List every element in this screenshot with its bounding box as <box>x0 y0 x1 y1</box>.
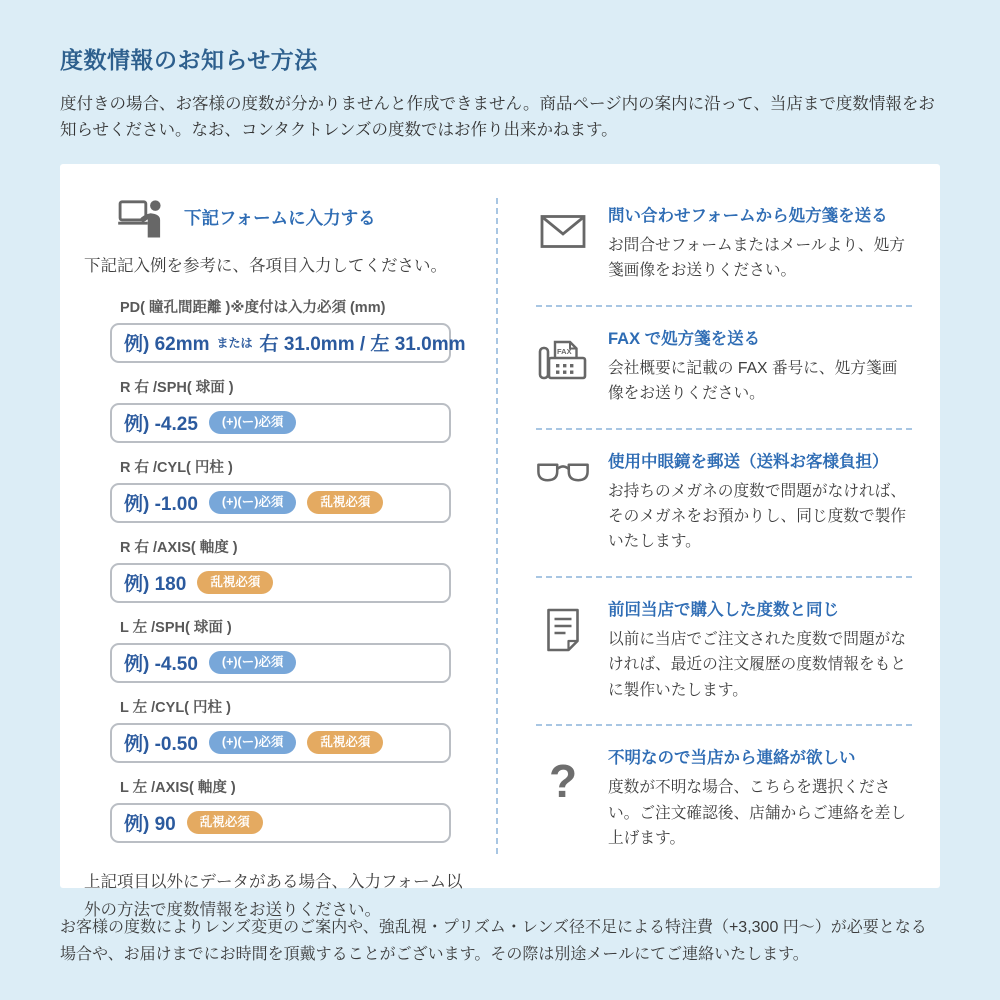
form-instruction: 下記記入例を参考に、各項目入力してください。 <box>84 256 447 275</box>
astigmatism-required-badge: 乱視必須 <box>307 491 383 514</box>
field-example-box <box>110 563 451 603</box>
method-title: 不明なので当店から連絡が欲しい <box>608 749 856 768</box>
field-example-value: 例) 62mm <box>124 334 210 356</box>
field-example-box <box>110 403 451 443</box>
field-example-value: 例) 180 <box>124 574 187 596</box>
question-mark-icon <box>536 744 590 851</box>
form-field-l-sph <box>110 616 451 683</box>
astigmatism-required-badge: 乱視必須 <box>187 811 263 834</box>
field-label: PD( 瞳孔間距離 )※度付は入力必須 (mm) <box>120 299 386 316</box>
form-rows <box>110 296 466 843</box>
fax-icon-label: FAX <box>557 346 572 356</box>
field-label: L 左 /AXIS( 軸度 ) <box>120 779 236 796</box>
question-glyph: ? <box>548 755 578 808</box>
method-title: 使用中眼鏡を郵送（送料お客様負担） <box>608 452 889 471</box>
method-contact-me <box>536 724 912 872</box>
field-example-box <box>110 483 451 523</box>
fax-icon <box>536 325 590 407</box>
method-text <box>608 596 912 703</box>
method-fax <box>536 305 912 428</box>
method-text <box>608 325 912 407</box>
form-note: 上記項目以外にデータがある場合、入力フォーム以外の方法で度数情報をお送りください。 <box>84 872 463 919</box>
envelope-icon <box>536 202 590 284</box>
field-example-box <box>110 323 466 363</box>
method-contact-form <box>536 184 912 305</box>
method-title: 問い合わせフォームから処方箋を送る <box>608 206 888 225</box>
page-title: 度数情報のお知らせ方法 <box>60 47 318 73</box>
intro-text: 度付きの場合、お客様の度数が分かりませんと作成できません。商品ページ内の案内に沿って、当店まで度数情報をお知らせください。なお、コンタクトレンズの度数ではお作り出来かねます。 <box>60 95 935 140</box>
field-label: L 左 /SPH( 球面 ) <box>120 619 232 636</box>
method-mail-glasses <box>536 428 912 576</box>
form-field-l-cyl <box>110 696 451 763</box>
glasses-icon <box>536 448 590 555</box>
form-field-l-axis <box>110 776 451 843</box>
field-example-value: 例) -4.25 <box>124 414 198 436</box>
document-icon <box>536 596 590 703</box>
form-field-r-cyl <box>110 456 451 523</box>
plus-minus-required-badge: (+)(ー)必須 <box>209 411 296 434</box>
field-label: R 右 /SPH( 球面 ) <box>120 379 234 396</box>
field-label: L 左 /CYL( 円柱 ) <box>120 699 231 716</box>
form-section-title: 下記フォームに入力する <box>184 208 376 229</box>
plus-minus-required-badge: (+)(ー)必須 <box>209 491 296 514</box>
field-label: R 右 /AXIS( 軸度 ) <box>120 539 238 556</box>
astigmatism-required-badge: 乱視必須 <box>307 731 383 754</box>
form-example-column <box>60 164 496 919</box>
form-section-header <box>118 198 470 238</box>
astigmatism-required-badge: 乱視必須 <box>197 571 273 594</box>
info-card <box>60 164 940 919</box>
method-title: 前回当店で購入した度数と同じ <box>608 600 839 619</box>
method-previous-order <box>536 576 912 724</box>
field-example-box <box>110 803 451 843</box>
field-example-value: 例) -4.50 <box>124 654 198 676</box>
method-body: 以前に当店でご注文された度数で問題がなければ、最近の注文履歴の度数情報をもとに製作いたします。 <box>608 630 907 699</box>
person-at-computer-icon <box>118 198 166 238</box>
field-example-box <box>110 643 451 683</box>
method-body: 度数が不明な場合、こちらを選択ください。ご注文確認後、店舗からご連絡を差し上げます。 <box>608 779 907 848</box>
method-title: FAX で処方箋を送る <box>608 329 761 348</box>
field-example-box <box>110 723 451 763</box>
methods-column <box>496 164 940 888</box>
field-label: R 右 /CYL( 円柱 ) <box>120 459 233 476</box>
plus-minus-required-badge: (+)(ー)必須 <box>209 731 296 754</box>
field-example-value: 例) 90 <box>124 814 176 836</box>
form-field-pd <box>110 296 466 363</box>
method-body: 会社概要に記載の FAX 番号に、処方箋画像をお送りください。 <box>608 359 898 403</box>
field-example-value: 例) -0.50 <box>124 734 198 756</box>
method-body: お持ちのメガネの度数で問題がなければ、そのメガネをお預かりし、同じ度数で製作いたします。 <box>608 482 907 551</box>
method-body: お問合せフォームまたはメールより、処方箋画像をお送りください。 <box>608 236 905 280</box>
footer-note: お客様の度数によりレンズ変更のご案内や、強乱視・プリズム・レンズ径不足による特注費（+3,300 円〜）が必要となる場合や、お届けまでにお時間を頂戴することがございます。その際は別途メールにてご連絡いたします。 <box>60 918 927 963</box>
method-text <box>608 448 912 555</box>
field-example-connector: または <box>216 336 253 351</box>
method-text <box>608 202 912 284</box>
method-text <box>608 744 912 851</box>
field-example-value: 右 31.0mm / 左 31.0mm <box>259 334 466 356</box>
form-field-r-sph <box>110 376 451 443</box>
form-field-r-axis <box>110 536 451 603</box>
plus-minus-required-badge: (+)(ー)必須 <box>209 651 296 674</box>
field-example-value: 例) -1.00 <box>124 494 198 516</box>
